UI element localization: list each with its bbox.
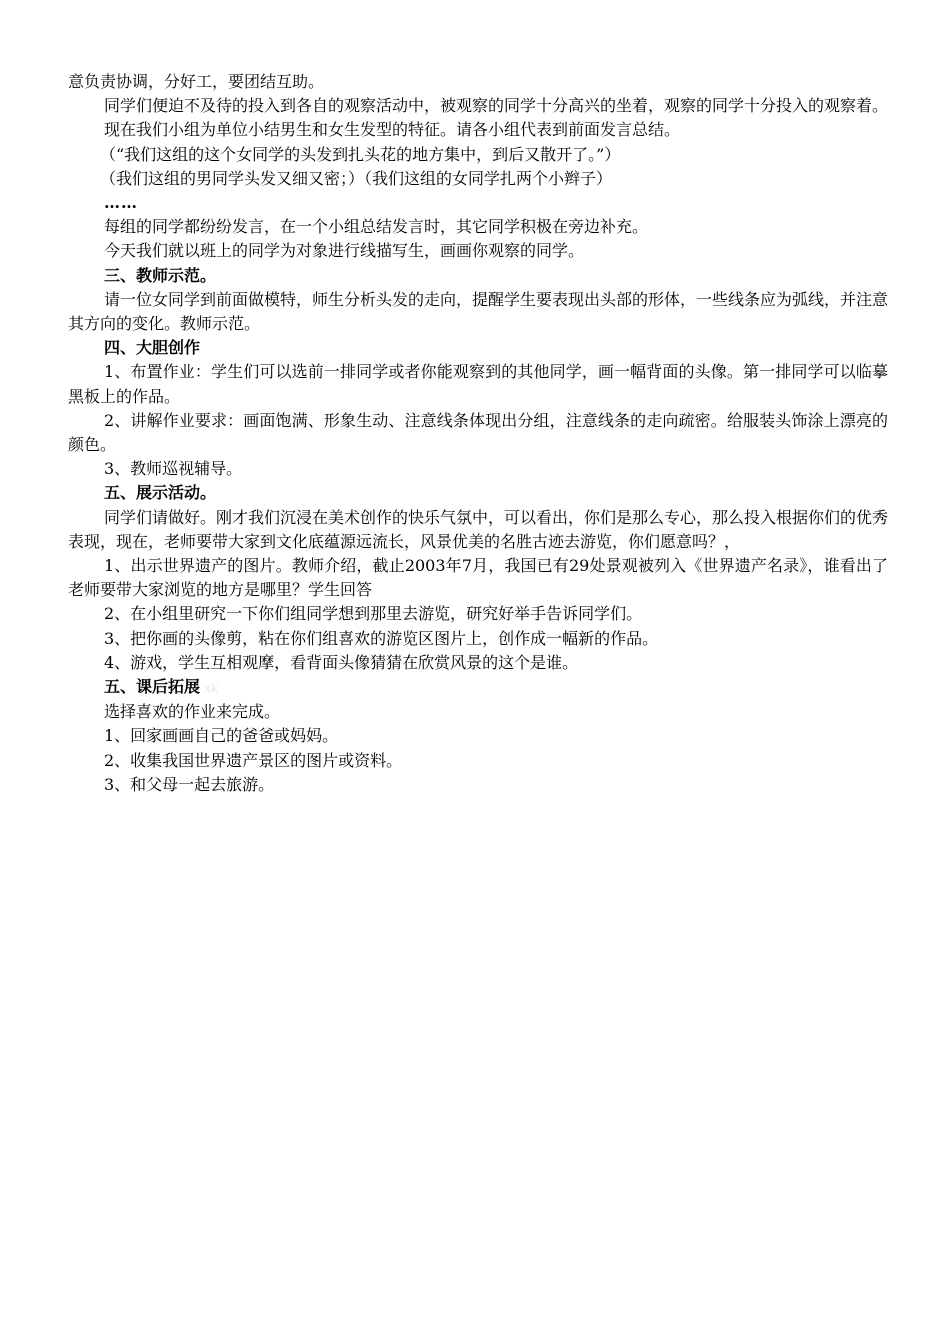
list-item: 2、在小组里研究一下你们组同学想到那里去游览，研究好举手告诉同学们。 bbox=[104, 604, 643, 624]
section-heading: 三、教师示范。 bbox=[104, 265, 217, 285]
paragraph: 同学们便迫不及待的投入到各自的观察活动中，被观察的同学十分高兴的坐着，观察的同学十分投入的观察着。 bbox=[104, 96, 889, 116]
watermark-text: xk bbox=[204, 681, 219, 696]
list-item: 2、讲解作业要求：画面饱满、形象生动、注意线条体现出分组，注意线条的走向疏密。给服装头饰涂上漂亮的颜色。 bbox=[68, 410, 888, 455]
list-item: 1、出示世界遗产的图片。教师介绍，截止2003年7月，我国已有29处景观被列入《世界遗产名录》，谁看出了老师要带大家浏览的地方是哪里？学生回答 bbox=[68, 556, 888, 600]
paragraph: 现在我们小组为单位小结男生和女生发型的特征。请各小组代表到前面发言总结。 bbox=[104, 120, 681, 140]
list-item: 3、教师巡视辅导。 bbox=[104, 459, 243, 479]
paragraph: 选择喜欢的作业来完成。 bbox=[104, 702, 281, 722]
paragraph: 今天我们就以班上的同学为对象进行线描写生，画画你观察的同学。 bbox=[104, 241, 585, 261]
list-item: 3、把你画的头像剪，粘在你们组喜欢的游览区图片上，创作成一幅新的作品。 bbox=[104, 628, 659, 648]
list-item: 3、和父母一起去旅游。 bbox=[104, 774, 275, 794]
section-heading: 四、大胆创作 bbox=[104, 338, 201, 358]
paragraph: 每组的同学都纷纷发言，在一个小组总结发言时，其它同学积极在旁边补充。 bbox=[104, 217, 649, 237]
paragraph: 意负责协调，分好工，要团结互助。 bbox=[68, 72, 325, 91]
list-item: 4、游戏，学生互相观摩，看背面头像猜猜在欣赏风景的这个是谁。 bbox=[104, 652, 579, 672]
paragraph: 请一位女同学到前面做模特，师生分析头发的走向，提醒学生要表现出头部的形体，一些线条应为弧线，并注意其方向的变化。教师示范。 bbox=[68, 289, 889, 334]
ellipsis-line: …… bbox=[104, 193, 138, 213]
section-heading: 五、展示活动。 bbox=[104, 483, 217, 503]
heading-text: 五、课后拓展 bbox=[104, 677, 201, 697]
list-item: 2、收集我国世界遗产景区的图片或资料。 bbox=[104, 750, 403, 770]
section-heading bbox=[68, 675, 888, 700]
paragraph: 同学们请做好。刚才我们沉浸在美术创作的快乐气氛中，可以看出，你们是那么专心，那么投入根据你们的优秀表现，现在，老师要带大家到文化底蕴源远流长，风景优美的名胜古迹去游览，你们愿意吗？， bbox=[68, 507, 889, 551]
quote-line: （“我们这组的这个女同学的头发到扎头花的地方集中，到后又散开了。”） bbox=[100, 144, 621, 164]
list-item: 1、回家画画自己的爸爸或妈妈。 bbox=[104, 726, 339, 746]
quote-line: （我们这组的男同学头发又细又密；）（我们这组的女同学扎两个小辫子） bbox=[100, 168, 613, 188]
document-body bbox=[68, 70, 888, 797]
list-item: 1、布置作业：学生们可以选前一排同学或者你能观察到的其他同学，画一幅背面的头像。第一排同学可以临摹黑板上的作品。 bbox=[68, 362, 888, 406]
